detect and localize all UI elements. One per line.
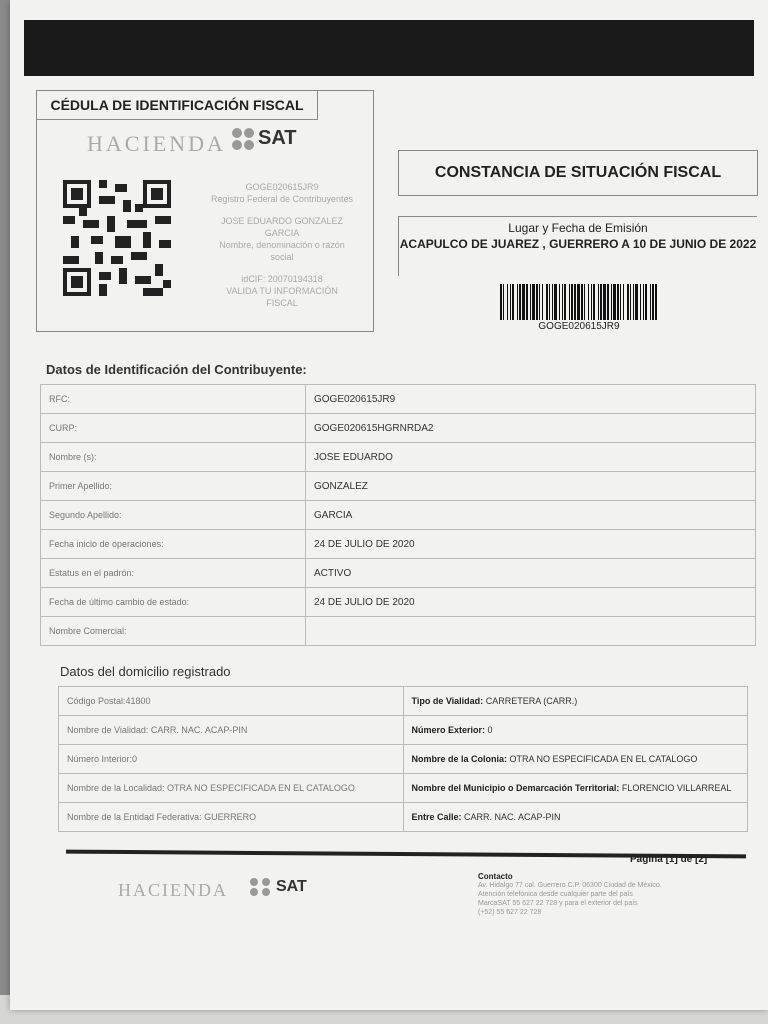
domicilio-key: Nombre del Municipio o Demarcación Territorial: [411,783,620,793]
domicilio-right-cell [403,803,748,832]
domicilio-left-text: Nombre de la Entidad Federativa: GUERRERO [67,812,257,822]
field-value: JOSE EDUARDO [306,443,756,472]
table-row [59,716,748,745]
lugar-label: Lugar y Fecha de Emisión [508,221,648,235]
field-value: GOGE020615JR9 [306,385,756,414]
cedula-info [197,181,367,309]
domicilio-left-cell [59,803,404,832]
rfc-value: GOGE020615JR9 [245,182,319,192]
domicilio-left-cell [59,687,404,716]
domicilio-left-text: Nombre de la Localidad: OTRA NO ESPECIFICADA EN EL CATALOGO [67,783,355,793]
name-caption: Nombre, denominación o razón [219,240,345,250]
domicilio-right-cell [403,687,748,716]
sat-logo: SAT [232,127,297,150]
domicilio-key: Nombre de la Colonia: [411,754,508,764]
identificacion-table [40,384,756,646]
field-label: Nombre Comercial: [41,617,306,646]
lugar-value: ACAPULCO DE JUAREZ , GUERRERO A 10 DE JUNIO DE 2022 [399,237,757,251]
idcif: idCIF: 20070194318 [241,274,323,284]
name-caption: social [270,252,294,262]
field-label: Primer Apellido: [41,472,306,501]
table-row [41,617,756,646]
identificacion-title: Datos de Identificación del Contribuyente: [46,362,307,377]
domicilio-key: Tipo de Vialidad: [411,696,484,706]
domicilio-value: OTRA NO ESPECIFICADA EN EL CATALOGO [509,754,698,764]
field-label: CURP: [41,414,306,443]
contacto-title: Contacto [478,872,513,881]
page-number: Página [1] de [2] [630,854,708,865]
contacto-line: MarcaSAT 55 627 22 728 y para el exterior del país [478,900,638,907]
sat-dots-icon [250,878,272,896]
domicilio-right-cell [403,716,748,745]
field-value: 24 DE JULIO DE 2020 [306,530,756,559]
domicilio-left-cell [59,716,404,745]
field-label: Segundo Apellido: [41,501,306,530]
table-row [41,385,756,414]
cedula-title: CÉDULA DE IDENTIFICACIÓN FISCAL [37,91,318,120]
table-row [41,443,756,472]
table-row [41,501,756,530]
valida-text: VALIDA TU INFORMACIÓN [226,286,338,296]
contacto-line: Atención telefónica desde cualquier parte del país [478,891,633,898]
field-value: GARCIA [306,501,756,530]
footer-hacienda-logo: HACIENDA [118,880,228,900]
domicilio-table [58,686,748,832]
field-value: GOGE020615HGRNRDA2 [306,414,756,443]
table-row [41,414,756,443]
barcode-icon [500,284,658,320]
barcode-text: GOGE020615JR9 [538,321,620,332]
domicilio-left-text: Nombre de Vialidad: CARR. NAC. ACAP-PIN [67,725,248,735]
domicilio-left-cell [59,745,404,774]
constancia-title: CONSTANCIA DE SITUACIÓN FISCAL [398,150,758,196]
sat-dots-icon [232,128,254,150]
rfc-caption: Registro Federal de Contribuyentes [210,194,354,204]
cedula-box [36,90,374,332]
domicilio-value: FLORENCIO VILLARREAL [621,783,732,793]
table-row [59,745,748,774]
table-row [59,774,748,803]
field-label: Fecha de último cambio de estado: [41,588,306,617]
name-line: JOSE EDUARDO GONZALEZ [220,216,344,226]
domicilio-value: CARRETERA (CARR.) [485,696,578,706]
domicilio-key: Número Exterior: [411,725,486,735]
domicilio-value: 0 [487,725,493,735]
name-line: GARCIA [264,228,300,238]
qr-code-icon [63,179,171,297]
field-value [306,617,756,646]
domicilio-value: CARR. NAC. ACAP-PIN [464,812,561,822]
contacto-block [478,872,728,917]
table-row [41,559,756,588]
footer-sat-logo: SAT [250,878,307,896]
field-value: GONZALEZ [306,472,756,501]
field-label: Fecha inicio de operaciones: [41,530,306,559]
field-value: 24 DE JULIO DE 2020 [306,588,756,617]
field-label: Nombre (s): [41,443,306,472]
valida-text: FISCAL [266,298,298,308]
domicilio-left-text: Código Postal:41800 [67,696,151,706]
table-row [59,687,748,716]
domicilio-right-cell [403,745,748,774]
field-value: ACTIVO [306,559,756,588]
contacto-line: (+52) 55 627 22 728 [478,909,542,916]
domicilio-key: Entre Calle: [411,812,462,822]
domicilio-left-text: Número Interior:0 [67,754,138,764]
contacto-line: Av. Hidalgo 77 col. Guerrero C.P. 06300 Ciudad de México. [478,882,662,889]
field-label: RFC: [41,385,306,414]
table-row [59,803,748,832]
table-row [41,472,756,501]
domicilio-title: Datos del domicilio registrado [60,664,231,679]
domicilio-left-cell [59,774,404,803]
table-row [41,530,756,559]
redaction-band [24,20,754,76]
lugar-fecha [398,216,757,276]
domicilio-right-cell [403,774,748,803]
hacienda-logo: HACIENDA [87,131,226,156]
table-row [41,588,756,617]
field-label: Estatus en el padrón: [41,559,306,588]
